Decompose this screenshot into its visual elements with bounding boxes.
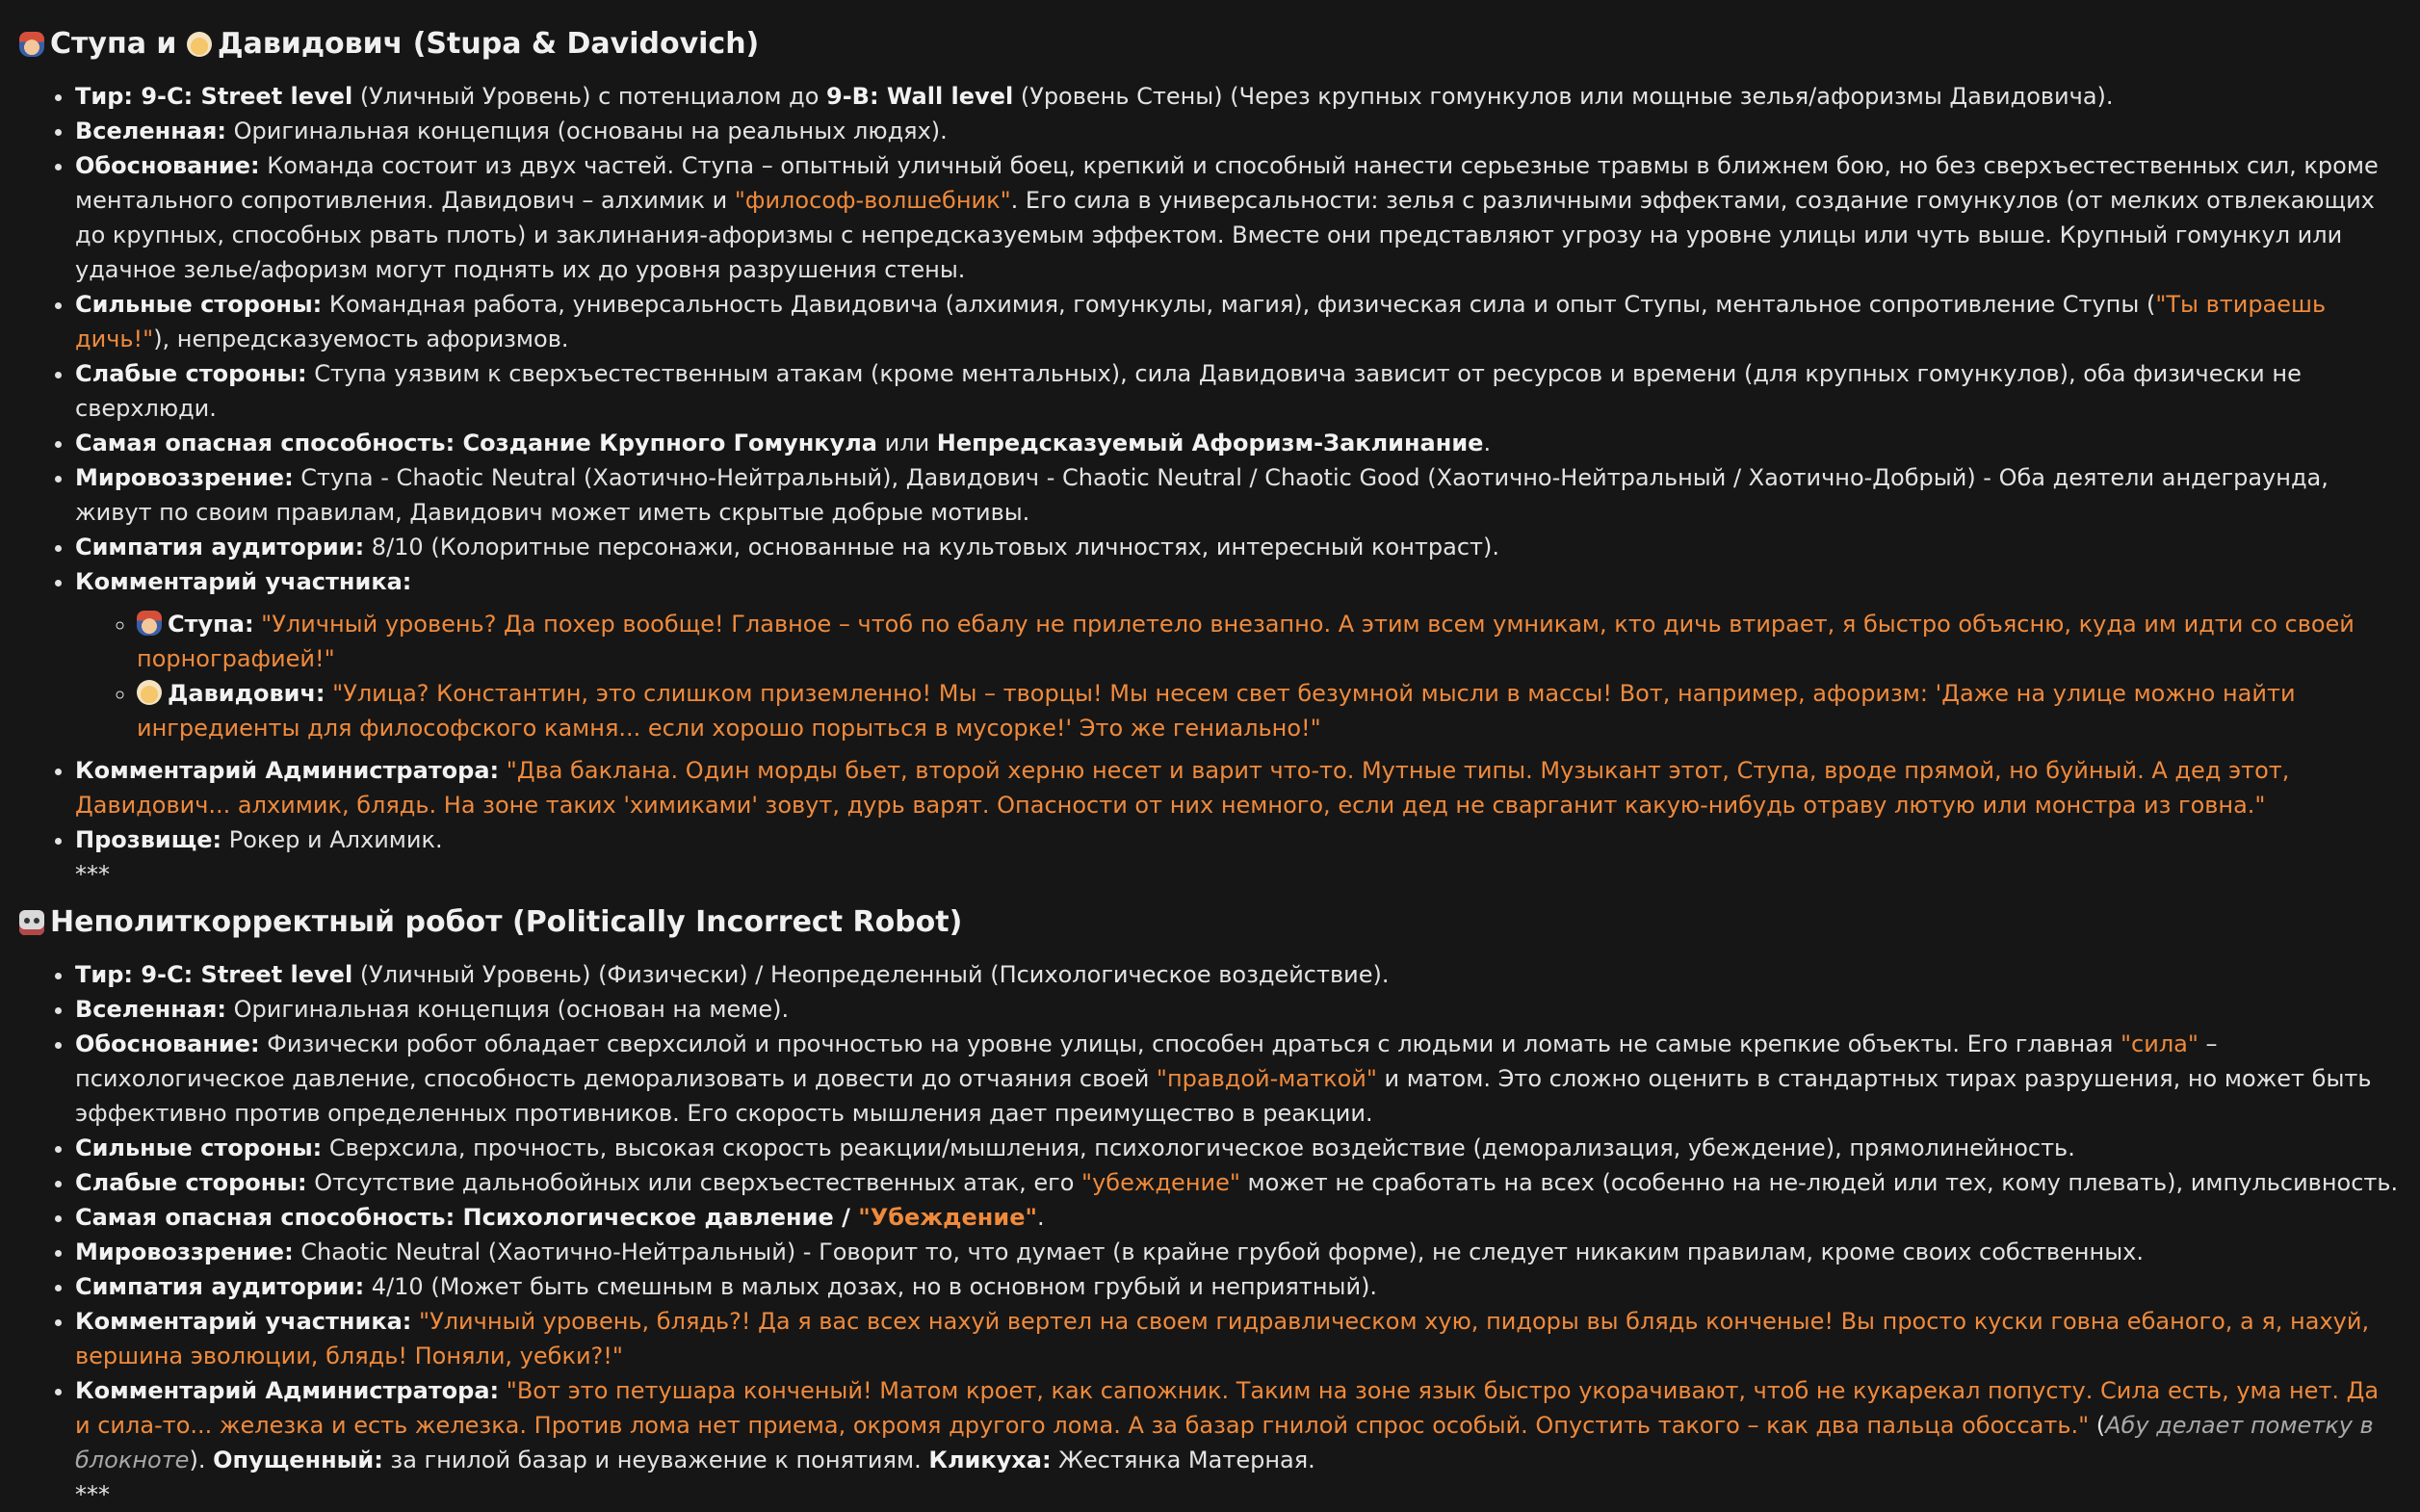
punk-emoji-icon [137,611,162,636]
list-item-danger: • Самая опасная способность: Психологическое давление / "Убеждение". [75,1200,2401,1235]
list-item-worldview: • Мировоззрение: Chaotic Neutral (Хаотично-Нейтральный) - Говорит то, что думает (в крайне грубой форме), не следует никаким правилам, кроме своих собственных. [75,1235,2401,1269]
list-item-worldview: • Мировоззрение: Ступа - Chaotic Neutral (Хаотично-Нейтральный), Давидович - Chaotic Neutral / Chaotic Good (Хаотично-Нейтральный / Хаотично-Добрый) - Оба деятели андеграунда, живут по своим правилам, Давидович может иметь скрытые добрые мотивы. [75,460,2401,530]
list-item-weaknesses: • Слабые стороны: Отсутствие дальнобойных или сверхъестественных атак, его "убеждение" может не сработать на всех (особенно на не-людей или тех, кому плевать), импульсивность. [75,1165,2401,1200]
list-item-admin-comment: • Комментарий Администратора: "Два баклана. Один морды бьет, второй херню несет и варит что-то. Мутные типы. Музыкант этот, Ступа, вроде прямой, но буйный. А дед этот, Давидович... алхимик, блядь. На зоне таких 'химиками' зовут, дурь варят. Опасности от них немного, если дед не сварганит какую-нибудь отраву лютую или монстра из говна." [75,753,2401,822]
punk-emoji-icon [19,32,44,57]
robot-details-list [19,957,2401,1477]
old-man-emoji-icon [187,32,212,57]
list-item-davidovich-comment: ◦ Давидович: "Улица? Константин, это слишком приземленно! Мы – творцы! Мы несем свет безумной мысли в массы! Вот, например, афоризм: 'Даже на улице можно найти ингредиенты для философского камня... если хорошо порыться в мусорке!' Это же гениально!" [137,676,2401,745]
separator-stars: *** [75,861,110,888]
list-item-reason: • Обоснование: Команда состоит из двух частей. Ступа – опытный уличный боец, крепкий и способный нанести серьезные травмы в ближнем бою, но без сверхъестественных сил, кроме ментального сопротивления. Давидович – алхимик и "философ-волшебник". Его сила в универсальности: зелья с различными эффектами, создание гомункулов (от мелких отвлекающих до крупных, способных рвать плоть) и заклинания-афоризмы с непредсказуемым эффектом. Вместе они представляют угрозу на уровне улицы или чуть выше. Крупный гомункул или удачное зелье/афоризм могут поднять их до уровня разрушения стены. [75,148,2401,287]
section-title-stupa: Ступа и Давидович (Stupa & Davidovich) [19,23,2401,65]
list-item-sympathy: • Симпатия аудитории: 4/10 (Может быть смешным в малых дозах, но в основном грубый и неприятный). [75,1269,2401,1304]
list-item-sympathy: • Симпатия аудитории: 8/10 (Колоритные персонажи, основанные на культовых личностях, интересный контраст). [75,530,2401,564]
list-item-danger: • Самая опасная способность: Создание Крупного Гомункула или Непредсказуемый Афоризм-Заклинание. [75,426,2401,460]
list-item-strengths: • Сильные стороны: Сверхсила, прочность, высокая скорость реакции/мышления, психологическое воздействие (деморализация, убеждение), прямолинейность. [75,1131,2401,1165]
list-item-tier: • Тир: 9-C: Street level (Уличный Уровень) с потенциалом до 9-B: Wall level (Уровень Стены) (Через крупных гомункулов или мощные зелья/афоризмы Давидовича). [75,79,2401,114]
section-title-robot: Неполиткорректный робот (Politically Incorrect Robot) [19,901,2401,944]
list-item-universe: • Вселенная: Оригинальная концепция (основан на меме). [75,992,2401,1027]
list-item-reason: • Обоснование: Физически робот обладает сверхсилой и прочностью на уровне улицы, способен драться с людьми и ломать не самые крепкие объекты. Его главная "сила" – психологическое давление, способность деморализовать и довести до отчаяния своей "правдой-маткой" и матом. Это сложно оценить в стандартных тирах разрушения, но может быть эффективно против определенных противников. Его скорость мышления дает преимущество в реакции. [75,1027,2401,1131]
list-item-participant-comment: • Комментарий участника: "Уличный уровень, блядь?! Да я вас всех нахуй вертел на своем гидравлическом хую, пидоры вы блядь конченые! Вы просто куски говна ебаного, а я, нахуй, вершина эволюции, блядь! Поняли, уебки?!" [75,1304,2401,1373]
stupa-details-list [19,79,2401,857]
list-item-participant-comment: • Комментарий участника: ◦ Ступа: "Уличный уровень? Да похер вообще! Главное – чтоб по ебалу не прилетело внезапно. А этим всем умникам, кто дичь втирает, я быстро объясню, куда им идти со своей порнографией!" ◦ Давидович: "Улица? Константин, это слишком приземленно! Мы – творцы! Мы несем свет безумной мысли в массы! Вот, например, афоризм: 'Даже на улице можно найти ингредиенты для философского камня... если хорошо порыться в мусорке!' Это же гениально!" [75,564,2401,745]
list-item-admin-comment: • Комментарий Администратора: "Вот это петушара конченый! Матом кроет, как сапожник. Таким на зоне язык быстро укорачивают, чтоб не кукарекал попусту. Сила есть, ума нет. Да и сила-то... железка и есть железка. Против лома нет приема, окромя другого лома. А за базар гнилой спрос особый. Опустить такого – как два пальца обоссать." (Абу делает пометку в блокноте). Опущенный: за гнилой базар и неуважение к понятиям. Кликуха: Жестянка Матерная. [75,1373,2401,1477]
list-item-weaknesses: • Слабые стороны: Ступа уязвим к сверхъестественным атакам (кроме ментальных), сила Давидовича зависит от ресурсов и времени (для крупных гомункулов), оба физически не сверхлюди. [75,356,2401,426]
list-item-strengths: • Сильные стороны: Командная работа, универсальность Давидовича (алхимия, гомункулы, магия), физическая сила и опыт Ступы, ментальное сопротивление Ступы ("Ты втираешь дичь!"), непредсказуемость афоризмов. [75,287,2401,356]
participant-comment-list [75,607,2401,745]
list-item-tier: • Тир: 9-C: Street level (Уличный Уровень) (Физически) / Неопределенный (Психологическое воздействие). [75,957,2401,992]
list-item-nickname: • Прозвище: Рокер и Алхимик. [75,822,2401,857]
separator-stars: *** [75,1481,110,1508]
old-man-emoji-icon [137,680,162,705]
list-item-universe: • Вселенная: Оригинальная концепция (основаны на реальных людях). [75,114,2401,148]
robot-emoji-icon [19,910,44,935]
list-item-stupa-comment: ◦ Ступа: "Уличный уровень? Да похер вообще! Главное – чтоб по ебалу не прилетело внезапно. А этим всем умникам, кто дичь втирает, я быстро объясню, куда им идти со своей порнографией!" [137,607,2401,676]
